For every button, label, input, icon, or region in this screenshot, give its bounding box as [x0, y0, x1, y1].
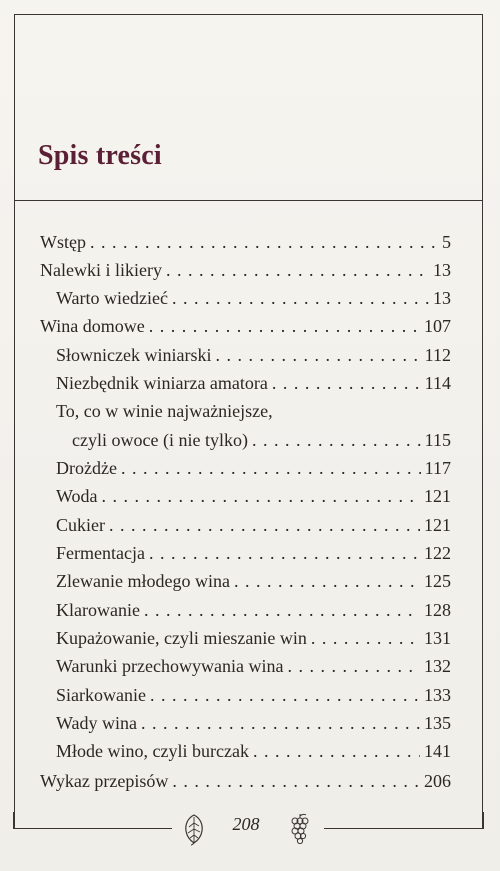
toc-entry[interactable] — [56, 710, 451, 736]
toc-entry-page: 122 — [424, 543, 451, 563]
grape-cluster-icon — [286, 812, 314, 851]
dot-leader — [141, 710, 420, 736]
toc-entry[interactable] — [56, 483, 451, 509]
toc-entry-label: Niezbędnik winiarza amatora — [56, 373, 268, 393]
dot-leader — [90, 229, 438, 255]
grape-leaf-icon — [180, 812, 208, 851]
dot-leader — [172, 285, 429, 311]
toc-entry-label: Wady wina — [56, 713, 138, 733]
dot-leader — [172, 768, 420, 794]
toc-entry[interactable] — [56, 455, 451, 481]
toc-entry-label: Siarkowanie — [56, 685, 146, 705]
toc-entry-page: 132 — [424, 656, 451, 676]
toc-entry-page: 114 — [424, 373, 451, 393]
dot-leader — [234, 568, 420, 594]
dot-leader — [253, 738, 420, 764]
toc-entry[interactable] — [56, 653, 451, 679]
toc-entry-page: 115 — [424, 430, 451, 450]
toc-entry-page: 206 — [424, 771, 451, 791]
toc-entry[interactable] — [56, 625, 451, 651]
toc-entry-label: czyli owoce (i nie tylko) — [72, 430, 248, 450]
toc-entry-page: 125 — [424, 571, 451, 591]
dot-leader — [150, 682, 420, 708]
page-number: 208 — [232, 814, 260, 834]
toc-entry[interactable] — [56, 370, 451, 396]
toc-entry-label: Słowniczek winiarski — [56, 345, 212, 365]
toc-entry-label: Cukier — [56, 515, 105, 535]
toc-entry[interactable] — [40, 257, 451, 283]
toc-entry-page: 141 — [424, 741, 451, 761]
toc-entry-page: 135 — [424, 713, 451, 733]
toc-entry-label: Drożdże — [56, 458, 117, 478]
toc-entry-label: Młode wino, czyli burczak — [56, 741, 249, 761]
toc-entry-page: 107 — [424, 316, 451, 336]
toc-entry-label: Woda — [56, 486, 98, 506]
toc-entry-label: Nalewki i likiery — [40, 260, 162, 280]
toc-entry-label: Warunki przechowywania wina — [56, 656, 284, 676]
dot-leader — [287, 653, 420, 679]
dot-leader — [311, 625, 420, 651]
toc-entry-label: Zlewanie młodego wina — [56, 571, 230, 591]
dot-leader — [149, 313, 420, 339]
toc-entry[interactable] — [56, 342, 451, 368]
dot-leader — [102, 483, 420, 509]
toc-entry[interactable] — [40, 313, 451, 339]
footer-rule-left — [14, 828, 172, 829]
toc-entry[interactable] — [56, 682, 451, 708]
toc-entry[interactable] — [56, 597, 451, 623]
toc-entry-page: 13 — [433, 288, 451, 308]
dot-leader — [149, 540, 420, 566]
toc-entry-page: 5 — [442, 232, 451, 252]
toc-entry-page: 131 — [424, 628, 451, 648]
toc-entry-label: Klarowanie — [56, 600, 140, 620]
toc-entry-page: 133 — [424, 685, 451, 705]
toc-entry-label: Fermentacja — [56, 543, 145, 563]
page-footer — [14, 812, 483, 852]
toc-entry[interactable] — [72, 427, 451, 453]
page-title: Spis treści — [38, 140, 162, 171]
toc-entry-label: Warto wiedzieć — [56, 288, 168, 308]
toc-entry-page: 112 — [424, 345, 451, 365]
toc-entry[interactable] — [56, 738, 451, 764]
toc-entry-label: Kupażowanie, czyli mieszanie win — [56, 628, 307, 648]
toc-entry[interactable] — [40, 768, 451, 794]
toc-entry-label-line[interactable]: To, co w winie najważniejsze, — [56, 401, 273, 421]
toc-entry[interactable] — [56, 568, 451, 594]
toc-entry-label: Wykaz przepisów — [40, 771, 169, 791]
toc-entry-label: Wstęp — [40, 232, 86, 252]
dot-leader — [144, 597, 420, 623]
title-divider — [14, 200, 483, 201]
toc-entry-page: 13 — [433, 260, 451, 280]
toc-entry[interactable] — [56, 540, 451, 566]
dot-leader — [109, 512, 420, 538]
dot-leader — [215, 342, 420, 368]
dot-leader — [166, 257, 429, 283]
toc-entry-page: 121 — [424, 486, 451, 506]
toc-entry[interactable] — [56, 512, 451, 538]
footer-rule-right — [324, 828, 483, 829]
toc-entry-page: 117 — [424, 458, 451, 478]
toc-entry-label: Wina domowe — [40, 316, 145, 336]
dot-leader — [252, 427, 421, 453]
toc-entry-page: 121 — [424, 515, 451, 535]
toc-entry[interactable] — [40, 229, 451, 255]
toc-entry-page: 128 — [424, 600, 451, 620]
toc-entry[interactable] — [56, 285, 451, 311]
dot-leader — [272, 370, 421, 396]
dot-leader — [121, 455, 421, 481]
